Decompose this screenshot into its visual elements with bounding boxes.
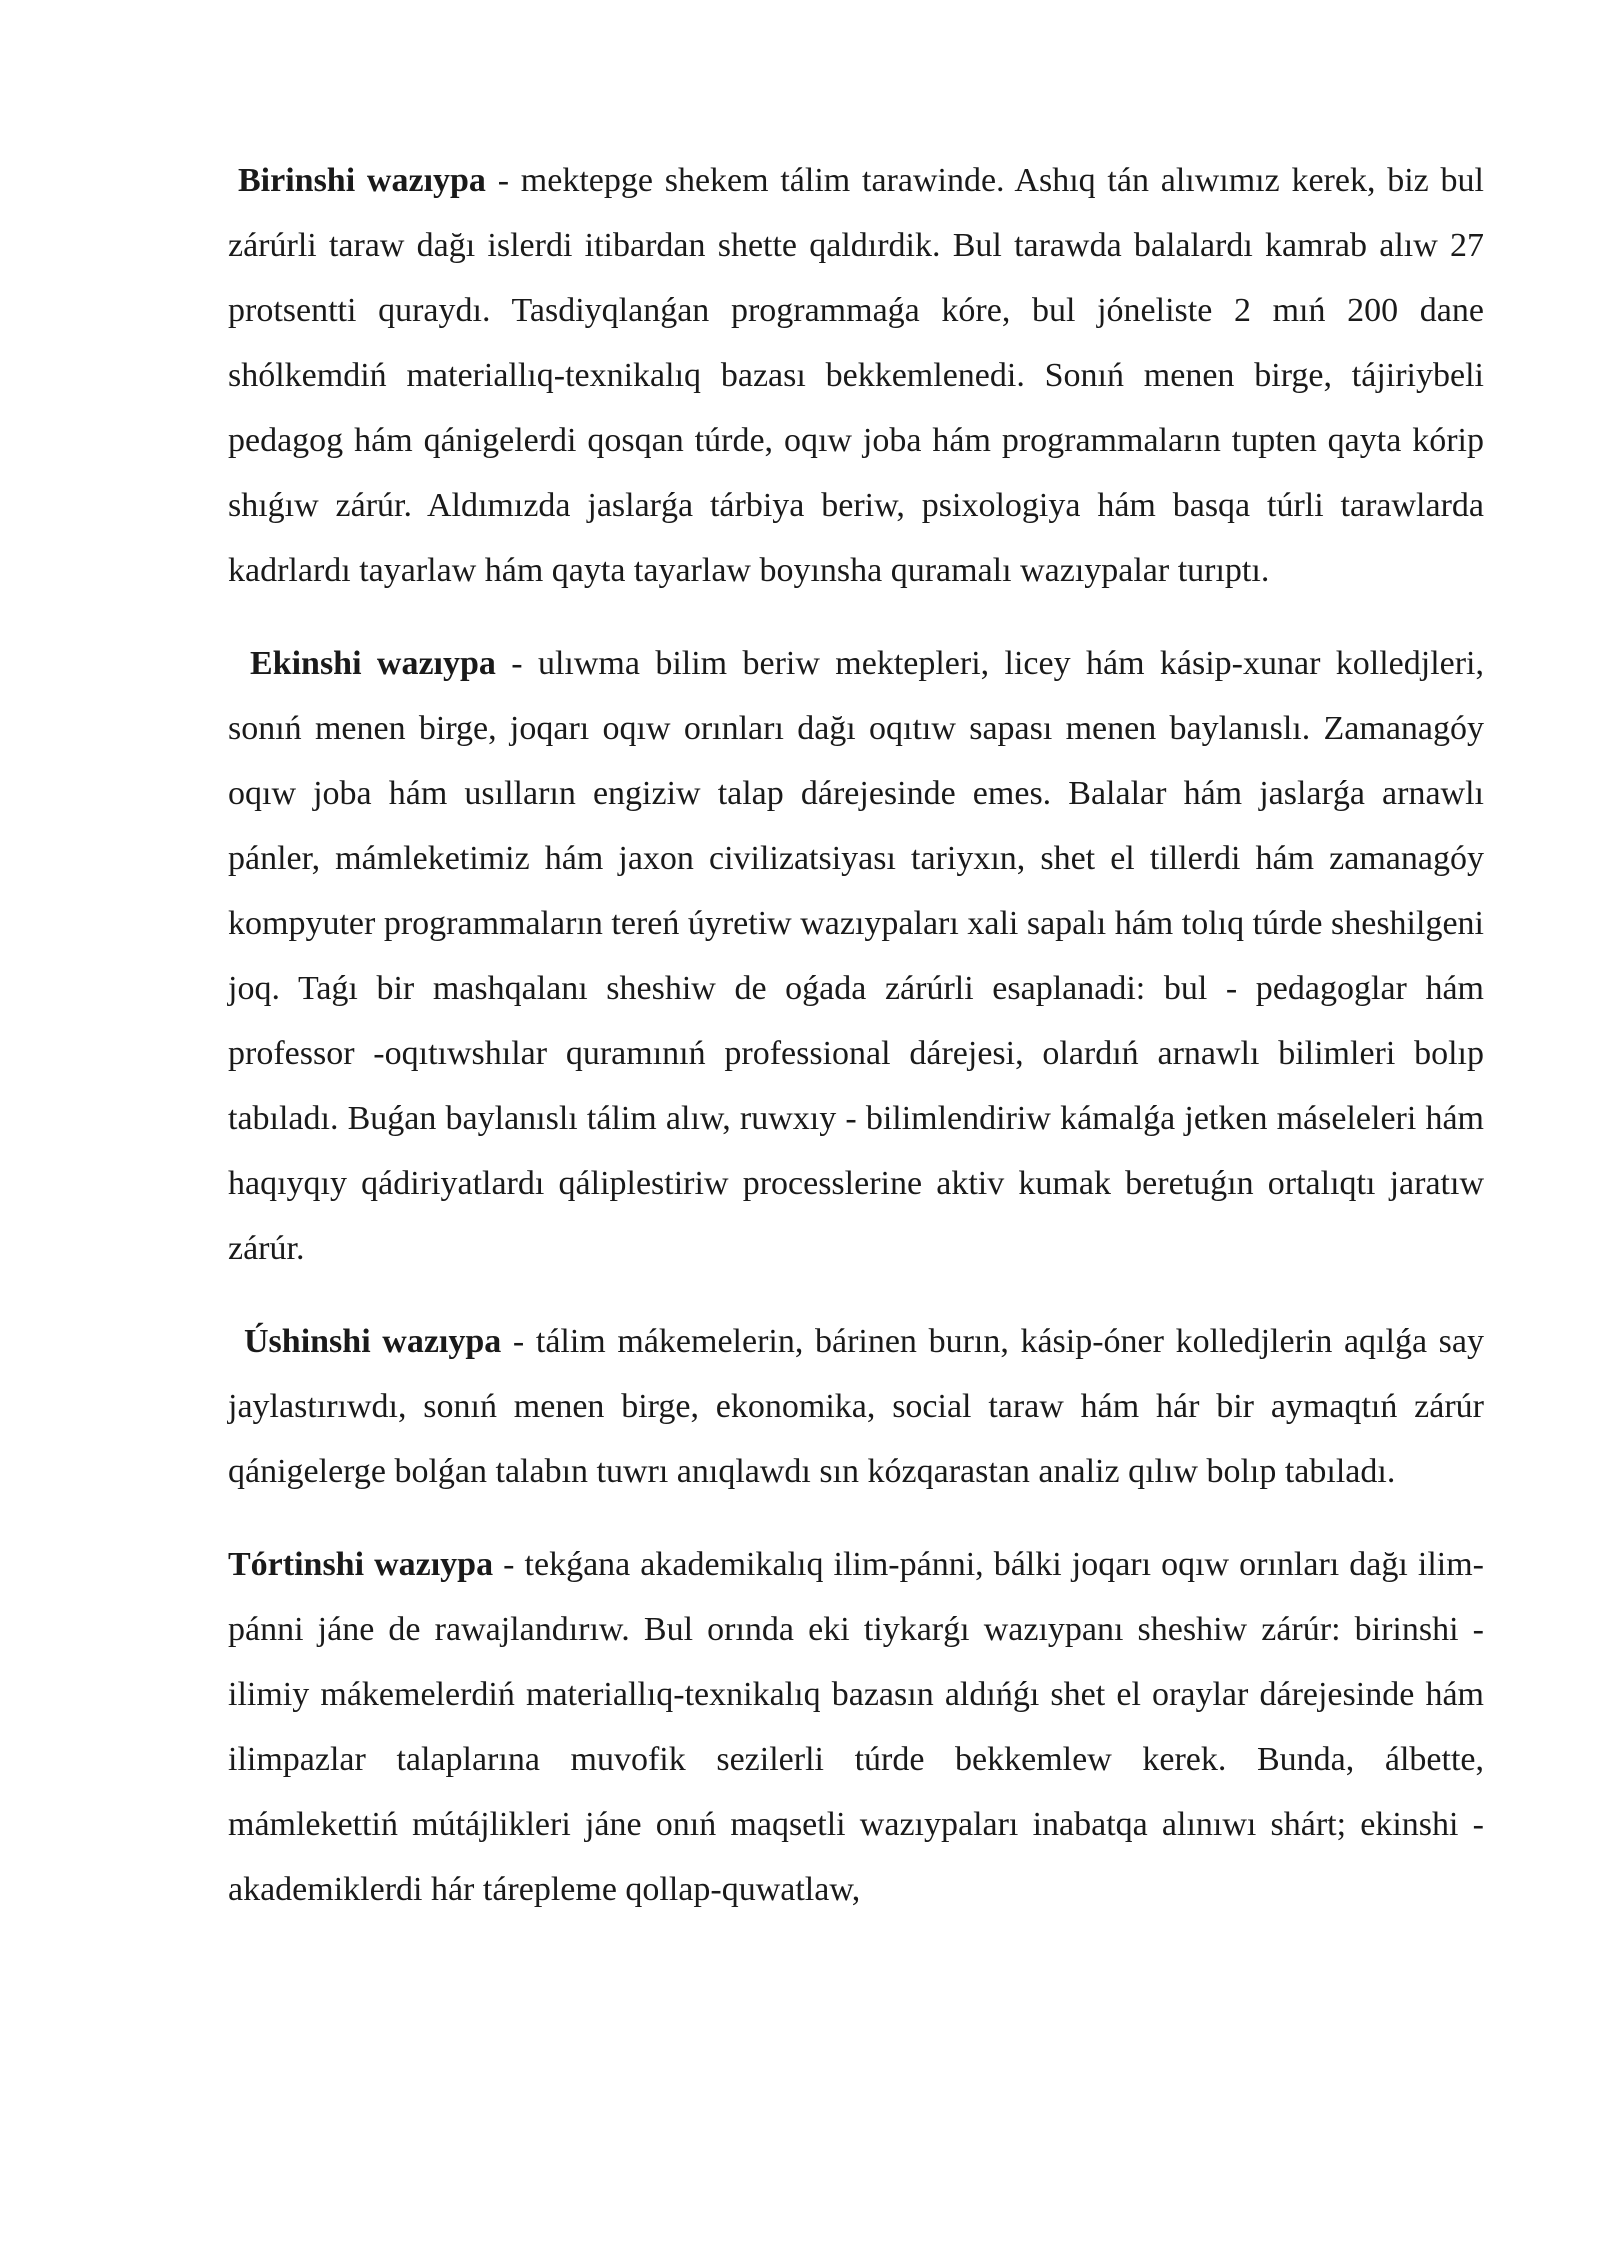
paragraph-second-task	[228, 631, 1484, 1281]
paragraph-text: - ulıwma bilim beriw mektepleri, licey hám kásip-xunar kolledjleri, sonıń menen birge, joqarı oqıw orınları dağı oqıtıw sapası menen baylanıslı. Zamanagóy oqıw joba hám usılların engiziw talap dárejesinde emes. Balalar hám jaslarǵa arnawlı pánler, mámleketimiz hám jaxon civilizatsiyası tariyxın, shet el tillerdi hám zamanagóy kompyuter programmaların tereń úyretiw wazıypaları xali sapalı hám tolıq túrde sheshilgeni joq. Taǵı bir mashqalanı sheshiw de oǵada zárúrli esaplanadi: bul - pedagoglar hám professor -oqıtıwshılar quramınıń professional dárejesi, olardıń arnawlı bilimleri bolıp tabıladı. Buǵan baylanıslı tálim alıw, ruwxıy - bilimlendiriw kámalǵa jetken máseleleri hám haqıyqıy qádiriyatlardı qáliplestiriw processlerine aktiv kumak beretuǵın ortalıqtı jaratıw zárúr.	[228, 645, 1485, 1267]
paragraph-first-task	[228, 148, 1484, 603]
paragraph-text: - mektepge shekem tálim tarawinde. Ashıq tán alıwımız kerek, biz bul zárúrli taraw dağı islerdi itibardan shette qaldırdik. Bul tarawda balalardı kamrab alıw 27 protsentti quraydı. Tasdiyqlanǵan programmaǵa kóre, bul jóneliste 2 mıń 200 dane shólkemdiń materiallıq-texnikalıq bazası bekkemlenedi. Sonıń menen birge, tájiriybeli pedagog hám qánigelerdi qosqan túrde, oqıw joba hám programmaların tupten qayta kórip shıǵıw zárúr. Aldımızda jaslarǵa tárbiya beriw, psixologiya hám basqa túrli tarawlarda kadrlardı tayarlaw hám qayta tayarlaw boyınsha quramalı wazıypalar turıptı.	[228, 162, 1484, 589]
document-body	[228, 148, 1484, 1950]
paragraph-heading: Tórtinshi wazıypa	[228, 1546, 494, 1583]
paragraph-heading: Birinshi wazıypa	[238, 162, 486, 199]
paragraph-heading: Ekinshi wazıypa	[250, 645, 496, 682]
paragraph-third-task	[228, 1309, 1484, 1504]
paragraph-text: - tálim mákemelerin, bárinen burın, kásip-óner kolledjlerin aqılǵa say jaylastırıwdı, sonıń menen birge, ekonomika, social taraw hám hár bir aymaqtıń zárúr qánigelerge bolǵan talabın tuwrı anıqlawdı sın kózqarastan analiz qılıw bolıp tabıladı.	[228, 1323, 1484, 1490]
paragraph-fourth-task	[228, 1532, 1484, 1922]
paragraph-heading: Úshinshi wazıypa	[244, 1323, 502, 1360]
paragraph-text: - tekǵana akademikalıq ilim-pánni, bálki joqarı oqıw orınları dağı ilim-pánni jáne de rawajlandırıw. Bul orında eki tiykarǵı wazıypanı sheshiw zárúr: birinshi - ilimiy mákemelerdiń materiallıq-texnikalıq bazasın aldıńǵı shet el oraylar dárejesinde hám ilimpazlar talaplarına muvofik sezilerli túrde bekkemlew kerek. Bunda, álbette, mámlekettiń mútájlikleri jáne onıń maqsetli wazıypaları inabatqa alınıwı shárt; ekinshi - akademiklerdi hár tárepleme qollap-quwatlaw,	[228, 1546, 1484, 1908]
